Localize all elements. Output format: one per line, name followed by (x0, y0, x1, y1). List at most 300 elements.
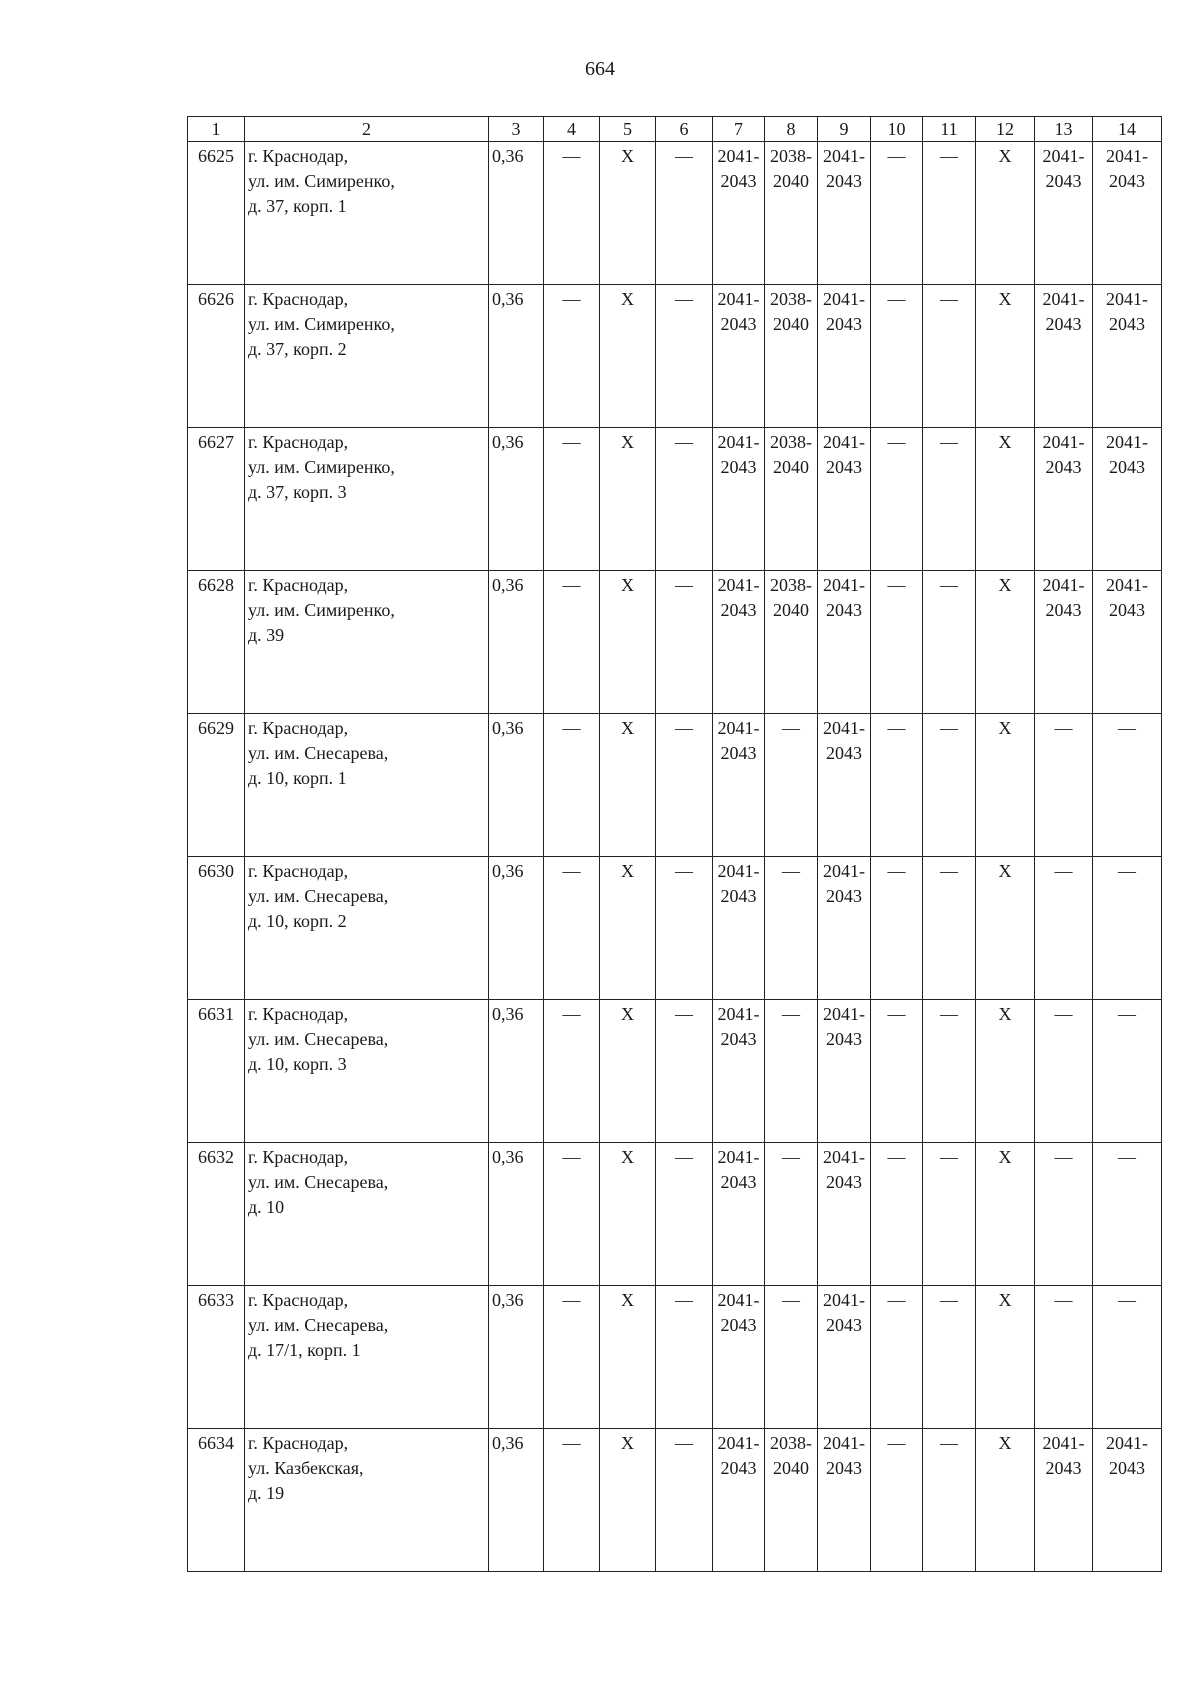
col-8-line: 2038- (770, 432, 812, 452)
col-13-cell (1035, 571, 1093, 714)
col-7-line: 2043 (720, 886, 757, 906)
col-3-cell (489, 1143, 544, 1286)
col-4-cell (544, 571, 600, 714)
col-4-value: — (562, 1290, 581, 1310)
col-8-line: — (782, 861, 800, 881)
col-4-value: — (562, 1147, 581, 1167)
col-11-cell (923, 142, 976, 285)
col-12-value: Х (998, 575, 1012, 595)
col-10-value: — (887, 1290, 906, 1310)
col-8-cell (765, 571, 818, 714)
col-3-value: 0,36 (492, 1147, 524, 1167)
col-11-cell (923, 571, 976, 714)
header-cell: 4 (544, 117, 600, 142)
col-9-line: 2043 (826, 743, 862, 763)
col-11-cell (923, 857, 976, 1000)
col-10-value: — (887, 1004, 906, 1024)
col-7-line: 2041- (717, 432, 760, 452)
col-11-value: — (940, 146, 958, 166)
col-10-cell (871, 1000, 923, 1143)
col-4-cell (544, 1143, 600, 1286)
col-8-cell (765, 428, 818, 571)
col-9-line: 2041- (823, 718, 865, 738)
header-cell: 10 (871, 117, 923, 142)
row-number: 6626 (198, 289, 234, 309)
col-10-cell (871, 714, 923, 857)
address-line: г. Краснодар, (248, 289, 349, 309)
col-8-line: 2040 (773, 1458, 809, 1478)
header-row (188, 117, 1162, 142)
col-7-cell (713, 714, 765, 857)
table-row (188, 571, 1162, 714)
address-line: д. 19 (248, 1483, 285, 1503)
col-3-cell (489, 857, 544, 1000)
col-9-cell (818, 428, 871, 571)
col-9-line: 2041- (823, 1004, 865, 1024)
col-14-cell (1093, 1000, 1162, 1143)
col-10-cell (871, 285, 923, 428)
col-8-cell (765, 1143, 818, 1286)
col-5-value: Х (621, 1004, 634, 1024)
col-8-cell (765, 285, 818, 428)
col-9-line: 2041- (823, 146, 865, 166)
col-3-value: 0,36 (492, 1004, 524, 1024)
col-5-value: Х (621, 1433, 634, 1453)
col-13-line: 2043 (1045, 1458, 1082, 1478)
col-3-cell (489, 1000, 544, 1143)
col-8-line: 2040 (773, 600, 809, 620)
row-number-cell (188, 285, 245, 428)
col-10-cell (871, 1143, 923, 1286)
col-14-line: — (1118, 718, 1136, 738)
col-13-line: 2043 (1045, 600, 1082, 620)
col-14-cell (1093, 1286, 1162, 1429)
col-9-line: 2043 (826, 1458, 862, 1478)
col-8-line: 2038- (770, 575, 812, 595)
col-7-line: 2041- (717, 575, 760, 595)
table-row (188, 714, 1162, 857)
col-14-cell (1093, 1143, 1162, 1286)
address-cell (245, 714, 489, 857)
col-12-cell (976, 285, 1035, 428)
col-7-cell (713, 142, 765, 285)
col-3-value: 0,36 (492, 146, 524, 166)
col-3-cell (489, 142, 544, 285)
address-line: г. Краснодар, (248, 1004, 349, 1024)
col-9-cell (818, 1286, 871, 1429)
col-7-line: 2043 (720, 600, 757, 620)
col-6-value: — (675, 718, 693, 738)
col-5-cell (600, 857, 656, 1000)
header-cell: 13 (1035, 117, 1093, 142)
address-line: ул. им. Снесарева, (248, 1172, 389, 1192)
address-line: д. 39 (248, 625, 285, 645)
col-14-line: 2041- (1106, 575, 1148, 595)
col-13-line: — (1054, 1147, 1073, 1167)
table-row (188, 1000, 1162, 1143)
header-cell: 3 (489, 117, 544, 142)
col-14-line: 2043 (1109, 457, 1145, 477)
col-6-value: — (675, 1433, 693, 1453)
col-9-line: 2043 (826, 1029, 862, 1049)
col-13-line: 2041- (1042, 289, 1085, 309)
page-number: 664 (585, 58, 615, 80)
address-line: ул. им. Симиренко, (248, 171, 395, 191)
col-13-line: 2043 (1045, 171, 1082, 191)
col-11-value: — (940, 1004, 958, 1024)
col-13-line: 2041- (1042, 1433, 1085, 1453)
col-13-cell (1035, 1143, 1093, 1286)
col-8-cell (765, 142, 818, 285)
col-9-line: 2041- (823, 1433, 865, 1453)
address-line: д. 10, корп. 1 (248, 768, 347, 788)
col-8-line: — (782, 718, 800, 738)
col-11-cell (923, 428, 976, 571)
col-7-line: 2043 (720, 314, 757, 334)
col-5-cell (600, 285, 656, 428)
col-10-value: — (887, 289, 906, 309)
address-line: ул. им. Снесарева, (248, 1315, 389, 1335)
col-13-cell (1035, 142, 1093, 285)
table-row (188, 857, 1162, 1000)
col-13-cell (1035, 714, 1093, 857)
col-5-cell (600, 142, 656, 285)
col-4-value: — (562, 289, 581, 309)
address-line: д. 10, корп. 3 (248, 1054, 347, 1074)
col-12-cell (976, 1286, 1035, 1429)
col-11-cell (923, 285, 976, 428)
col-10-value: — (887, 1433, 906, 1453)
row-number-cell (188, 1429, 245, 1572)
col-9-line: 2041- (823, 1147, 865, 1167)
col-12-value: Х (998, 1147, 1012, 1167)
col-13-line: — (1054, 1004, 1073, 1024)
col-14-cell (1093, 714, 1162, 857)
address-cell (245, 1143, 489, 1286)
col-13-cell (1035, 1286, 1093, 1429)
address-line: д. 10 (248, 1197, 285, 1217)
col-4-cell (544, 857, 600, 1000)
address-line: ул. Казбекская, (248, 1458, 364, 1478)
col-6-cell (656, 1286, 713, 1429)
col-4-cell (544, 1429, 600, 1572)
col-14-line: — (1118, 1147, 1136, 1167)
col-6-value: — (675, 289, 693, 309)
col-8-line: 2038- (770, 146, 812, 166)
col-13-line: 2041- (1042, 575, 1085, 595)
address-line: г. Краснодар, (248, 432, 349, 452)
col-14-cell (1093, 285, 1162, 428)
col-11-value: — (940, 289, 958, 309)
col-3-cell (489, 1429, 544, 1572)
col-6-value: — (675, 1147, 693, 1167)
col-11-value: — (940, 861, 958, 881)
row-number-cell (188, 571, 245, 714)
col-8-line: 2040 (773, 171, 809, 191)
address-line: д. 37, корп. 3 (248, 482, 347, 502)
header-cell: 5 (600, 117, 656, 142)
col-8-cell (765, 714, 818, 857)
col-12-value: Х (998, 861, 1012, 881)
table-row (188, 285, 1162, 428)
col-11-cell (923, 1429, 976, 1572)
col-6-cell (656, 1000, 713, 1143)
col-7-line: 2043 (720, 1172, 757, 1192)
col-9-line: 2041- (823, 289, 865, 309)
address-line: г. Краснодар, (248, 1433, 349, 1453)
header-cell: 6 (656, 117, 713, 142)
col-9-cell (818, 857, 871, 1000)
col-4-cell (544, 714, 600, 857)
col-7-line: 2043 (720, 1315, 757, 1335)
col-7-cell (713, 571, 765, 714)
col-9-line: 2041- (823, 1290, 865, 1310)
col-10-value: — (887, 718, 906, 738)
col-7-cell (713, 1429, 765, 1572)
row-number: 6629 (198, 718, 234, 738)
row-number: 6631 (198, 1004, 234, 1024)
col-3-cell (489, 1286, 544, 1429)
row-number-cell (188, 428, 245, 571)
col-13-line: — (1054, 861, 1073, 881)
col-13-line: — (1054, 718, 1073, 738)
row-number: 6633 (198, 1290, 234, 1310)
col-14-cell (1093, 142, 1162, 285)
col-7-line: 2041- (717, 1004, 760, 1024)
col-7-line: 2043 (720, 1029, 757, 1049)
col-7-cell (713, 1143, 765, 1286)
col-12-value: Х (998, 1004, 1012, 1024)
col-8-line: — (782, 1004, 800, 1024)
col-10-value: — (887, 861, 906, 881)
col-6-value: — (675, 146, 693, 166)
address-line: ул. им. Снесарева, (248, 743, 389, 763)
row-number: 6630 (198, 861, 234, 881)
col-12-value: Х (998, 1433, 1012, 1453)
col-5-value: Х (621, 718, 634, 738)
col-7-line: 2041- (717, 1147, 760, 1167)
col-7-line: 2043 (720, 743, 757, 763)
address-line: г. Краснодар, (248, 718, 349, 738)
row-number-cell (188, 142, 245, 285)
col-13-cell (1035, 1429, 1093, 1572)
col-11-value: — (940, 575, 958, 595)
col-10-cell (871, 428, 923, 571)
col-6-cell (656, 142, 713, 285)
col-14-line: 2043 (1109, 600, 1145, 620)
col-14-line: 2043 (1109, 171, 1145, 191)
col-9-line: 2043 (826, 1315, 862, 1335)
col-4-value: — (562, 1433, 581, 1453)
row-number-cell (188, 714, 245, 857)
row-number-cell (188, 1143, 245, 1286)
address-line: д. 17/1, корп. 1 (248, 1340, 361, 1360)
col-9-line: 2041- (823, 575, 865, 595)
col-14-cell (1093, 571, 1162, 714)
col-3-value: 0,36 (492, 718, 524, 738)
col-6-value: — (675, 861, 693, 881)
col-3-value: 0,36 (492, 575, 524, 595)
col-9-line: 2043 (826, 457, 862, 477)
col-9-line: 2043 (826, 600, 862, 620)
col-6-value: — (675, 432, 693, 452)
row-number-cell (188, 857, 245, 1000)
col-6-cell (656, 428, 713, 571)
header-cell: 9 (818, 117, 871, 142)
col-5-cell (600, 714, 656, 857)
address-line: г. Краснодар, (248, 146, 349, 166)
col-7-line: 2041- (717, 1290, 760, 1310)
col-5-cell (600, 1143, 656, 1286)
col-12-value: Х (998, 289, 1012, 309)
col-11-value: — (940, 1433, 958, 1453)
col-8-cell (765, 1286, 818, 1429)
col-5-value: Х (621, 1147, 634, 1167)
col-10-cell (871, 857, 923, 1000)
address-line: г. Краснодар, (248, 1147, 349, 1167)
col-7-line: 2041- (717, 146, 760, 166)
col-5-cell (600, 1429, 656, 1572)
table-row (188, 142, 1162, 285)
col-8-line: — (782, 1147, 800, 1167)
col-11-cell (923, 714, 976, 857)
col-14-line: — (1118, 861, 1136, 881)
col-12-cell (976, 714, 1035, 857)
data-table (187, 116, 1162, 1572)
row-number-cell (188, 1000, 245, 1143)
col-3-cell (489, 571, 544, 714)
col-5-value: Х (621, 289, 634, 309)
col-7-line: 2041- (717, 1433, 760, 1453)
col-4-cell (544, 285, 600, 428)
address-line: д. 37, корп. 1 (248, 196, 347, 216)
col-14-line: 2041- (1106, 432, 1148, 452)
col-5-cell (600, 1286, 656, 1429)
col-14-line: — (1118, 1290, 1136, 1310)
address-cell (245, 571, 489, 714)
col-10-cell (871, 1286, 923, 1429)
col-9-cell (818, 285, 871, 428)
address-cell (245, 142, 489, 285)
col-12-cell (976, 428, 1035, 571)
col-8-line: 2038- (770, 289, 812, 309)
address-cell (245, 1286, 489, 1429)
col-10-value: — (887, 432, 906, 452)
address-cell (245, 1000, 489, 1143)
col-11-value: — (940, 1147, 958, 1167)
col-6-cell (656, 1143, 713, 1286)
col-10-cell (871, 571, 923, 714)
col-6-value: — (675, 575, 693, 595)
address-line: ул. им. Симиренко, (248, 314, 395, 334)
table-row (188, 1286, 1162, 1429)
col-12-value: Х (998, 718, 1012, 738)
address-line: ул. им. Симиренко, (248, 600, 395, 620)
table-row (188, 1143, 1162, 1286)
col-10-value: — (887, 146, 906, 166)
col-14-line: 2043 (1109, 1458, 1145, 1478)
col-13-cell (1035, 1000, 1093, 1143)
col-13-line: 2043 (1045, 314, 1082, 334)
col-8-cell (765, 857, 818, 1000)
col-10-cell (871, 142, 923, 285)
col-3-cell (489, 285, 544, 428)
col-7-cell (713, 1000, 765, 1143)
col-13-line: 2043 (1045, 457, 1082, 477)
col-4-value: — (562, 146, 581, 166)
col-13-line: 2041- (1042, 432, 1085, 452)
col-5-cell (600, 1000, 656, 1143)
col-9-cell (818, 1143, 871, 1286)
col-9-cell (818, 714, 871, 857)
col-5-value: Х (621, 146, 634, 166)
col-5-value: Х (621, 432, 634, 452)
header-cell: 1 (188, 117, 245, 142)
col-9-line: 2043 (826, 171, 862, 191)
col-7-line: 2041- (717, 861, 760, 881)
col-12-cell (976, 1000, 1035, 1143)
col-7-line: 2043 (720, 171, 757, 191)
col-14-cell (1093, 428, 1162, 571)
col-10-value: — (887, 575, 906, 595)
col-12-value: Х (998, 1290, 1012, 1310)
col-9-line: 2041- (823, 861, 865, 881)
col-14-cell (1093, 1429, 1162, 1572)
col-3-cell (489, 428, 544, 571)
col-10-cell (871, 1429, 923, 1572)
col-14-line: 2041- (1106, 1433, 1148, 1453)
address-line: г. Краснодар, (248, 1290, 349, 1310)
col-4-cell (544, 428, 600, 571)
col-13-cell (1035, 428, 1093, 571)
address-cell (245, 428, 489, 571)
col-7-line: 2043 (720, 1458, 757, 1478)
address-line: д. 10, корп. 2 (248, 911, 347, 931)
address-cell (245, 857, 489, 1000)
header-cell: 8 (765, 117, 818, 142)
col-9-line: 2043 (826, 1172, 862, 1192)
header-cell: 14 (1093, 117, 1162, 142)
header-cell: 7 (713, 117, 765, 142)
address-cell (245, 285, 489, 428)
col-6-cell (656, 1429, 713, 1572)
col-11-cell (923, 1286, 976, 1429)
col-6-cell (656, 571, 713, 714)
col-5-value: Х (621, 861, 634, 881)
col-5-value: Х (621, 1290, 634, 1310)
col-3-value: 0,36 (492, 861, 524, 881)
col-5-cell (600, 428, 656, 571)
col-10-value: — (887, 1147, 906, 1167)
col-9-cell (818, 1429, 871, 1572)
col-6-value: — (675, 1290, 693, 1310)
address-cell (245, 1429, 489, 1572)
col-4-value: — (562, 432, 581, 452)
col-11-cell (923, 1000, 976, 1143)
col-14-line: 2041- (1106, 289, 1148, 309)
col-12-cell (976, 142, 1035, 285)
col-12-value: Х (998, 146, 1012, 166)
col-6-cell (656, 714, 713, 857)
col-14-cell (1093, 857, 1162, 1000)
col-3-value: 0,36 (492, 432, 524, 452)
col-9-cell (818, 1000, 871, 1143)
col-4-cell (544, 142, 600, 285)
address-line: г. Краснодар, (248, 861, 349, 881)
col-4-value: — (562, 575, 581, 595)
col-6-value: — (675, 1004, 693, 1024)
row-number-cell (188, 1286, 245, 1429)
